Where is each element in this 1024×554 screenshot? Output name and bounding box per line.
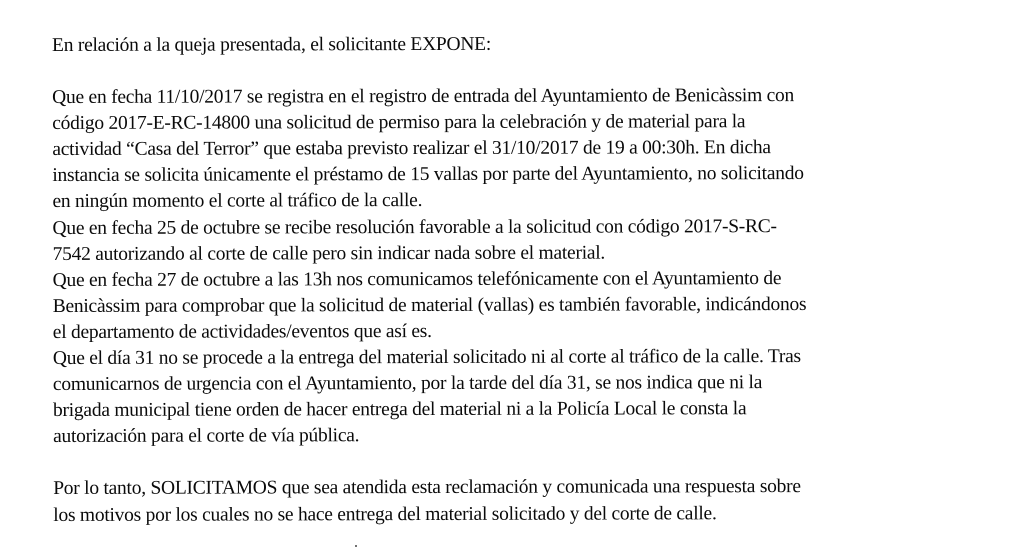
body-line: en ningún momento el corte al tráfico de la calle. — [52, 190, 423, 213]
closing-line: Por lo tanto, SOLICITAMOS que sea atendida esta reclamación y comunicada una respuesta sobre — [53, 476, 801, 500]
body-line: actividad “Casa del Terror” que estaba previsto realizar el 31/10/2017 de 19 a 00:30h. En dicha — [52, 137, 771, 161]
body-line: Que en fecha 25 de octubre se recibe resolución favorable a la solicitud con código 2017-S-RC- — [52, 215, 777, 239]
scan-speck — [355, 545, 357, 547]
body-line: brigada municipal tiene orden de hacer entrega del material ni a la Policía Local le consta la — [52, 398, 747, 422]
body-line: Que en fecha 27 de octubre a las 13h nos comunicamos telefónicamente con el Ayuntamiento de — [52, 267, 782, 291]
body-line: autorización para el corte de vía pública. — [53, 425, 360, 448]
document-body — [52, 31, 953, 529]
closing-line: los motivos por los cuales no se hace entrega del material solicitado y del corte de calle. — [53, 502, 717, 526]
body-line: comunicarnos de urgencia con el Ayuntamiento, por la tarde del día 31, se nos indica que ni la — [52, 372, 763, 396]
body-line: Que en fecha 11/10/2017 se registra en el registro de entrada del Ayuntamiento de Benicàssim con — [52, 85, 795, 109]
body-line: Benicàssim para comprobar que la solicitud de material (vallas) es también favorable, indicándonos — [52, 293, 807, 317]
body-line: 7542 autorizando al corte de calle pero sin indicar nada sobre el material. — [52, 242, 606, 265]
intro-line: En relación a la queja presentada, el solicitante EXPONE: — [52, 33, 492, 56]
paragraph-spacer — [53, 448, 953, 476]
body-line: código 2017-E-RC-14800 una solicitud de permiso para la celebración y de material para la — [52, 111, 746, 135]
body-line: el departamento de actividades/eventos que así es. — [52, 320, 432, 343]
paragraph-spacer — [52, 57, 952, 85]
body-line: instancia se solicita únicamente el préstamo de 15 vallas por parte del Ayuntamiento, no solicitando — [52, 163, 804, 187]
body-line: Que el día 31 no se procede a la entrega del material solicitado ni al corte al tráfico de la calle. Tras — [52, 346, 801, 370]
